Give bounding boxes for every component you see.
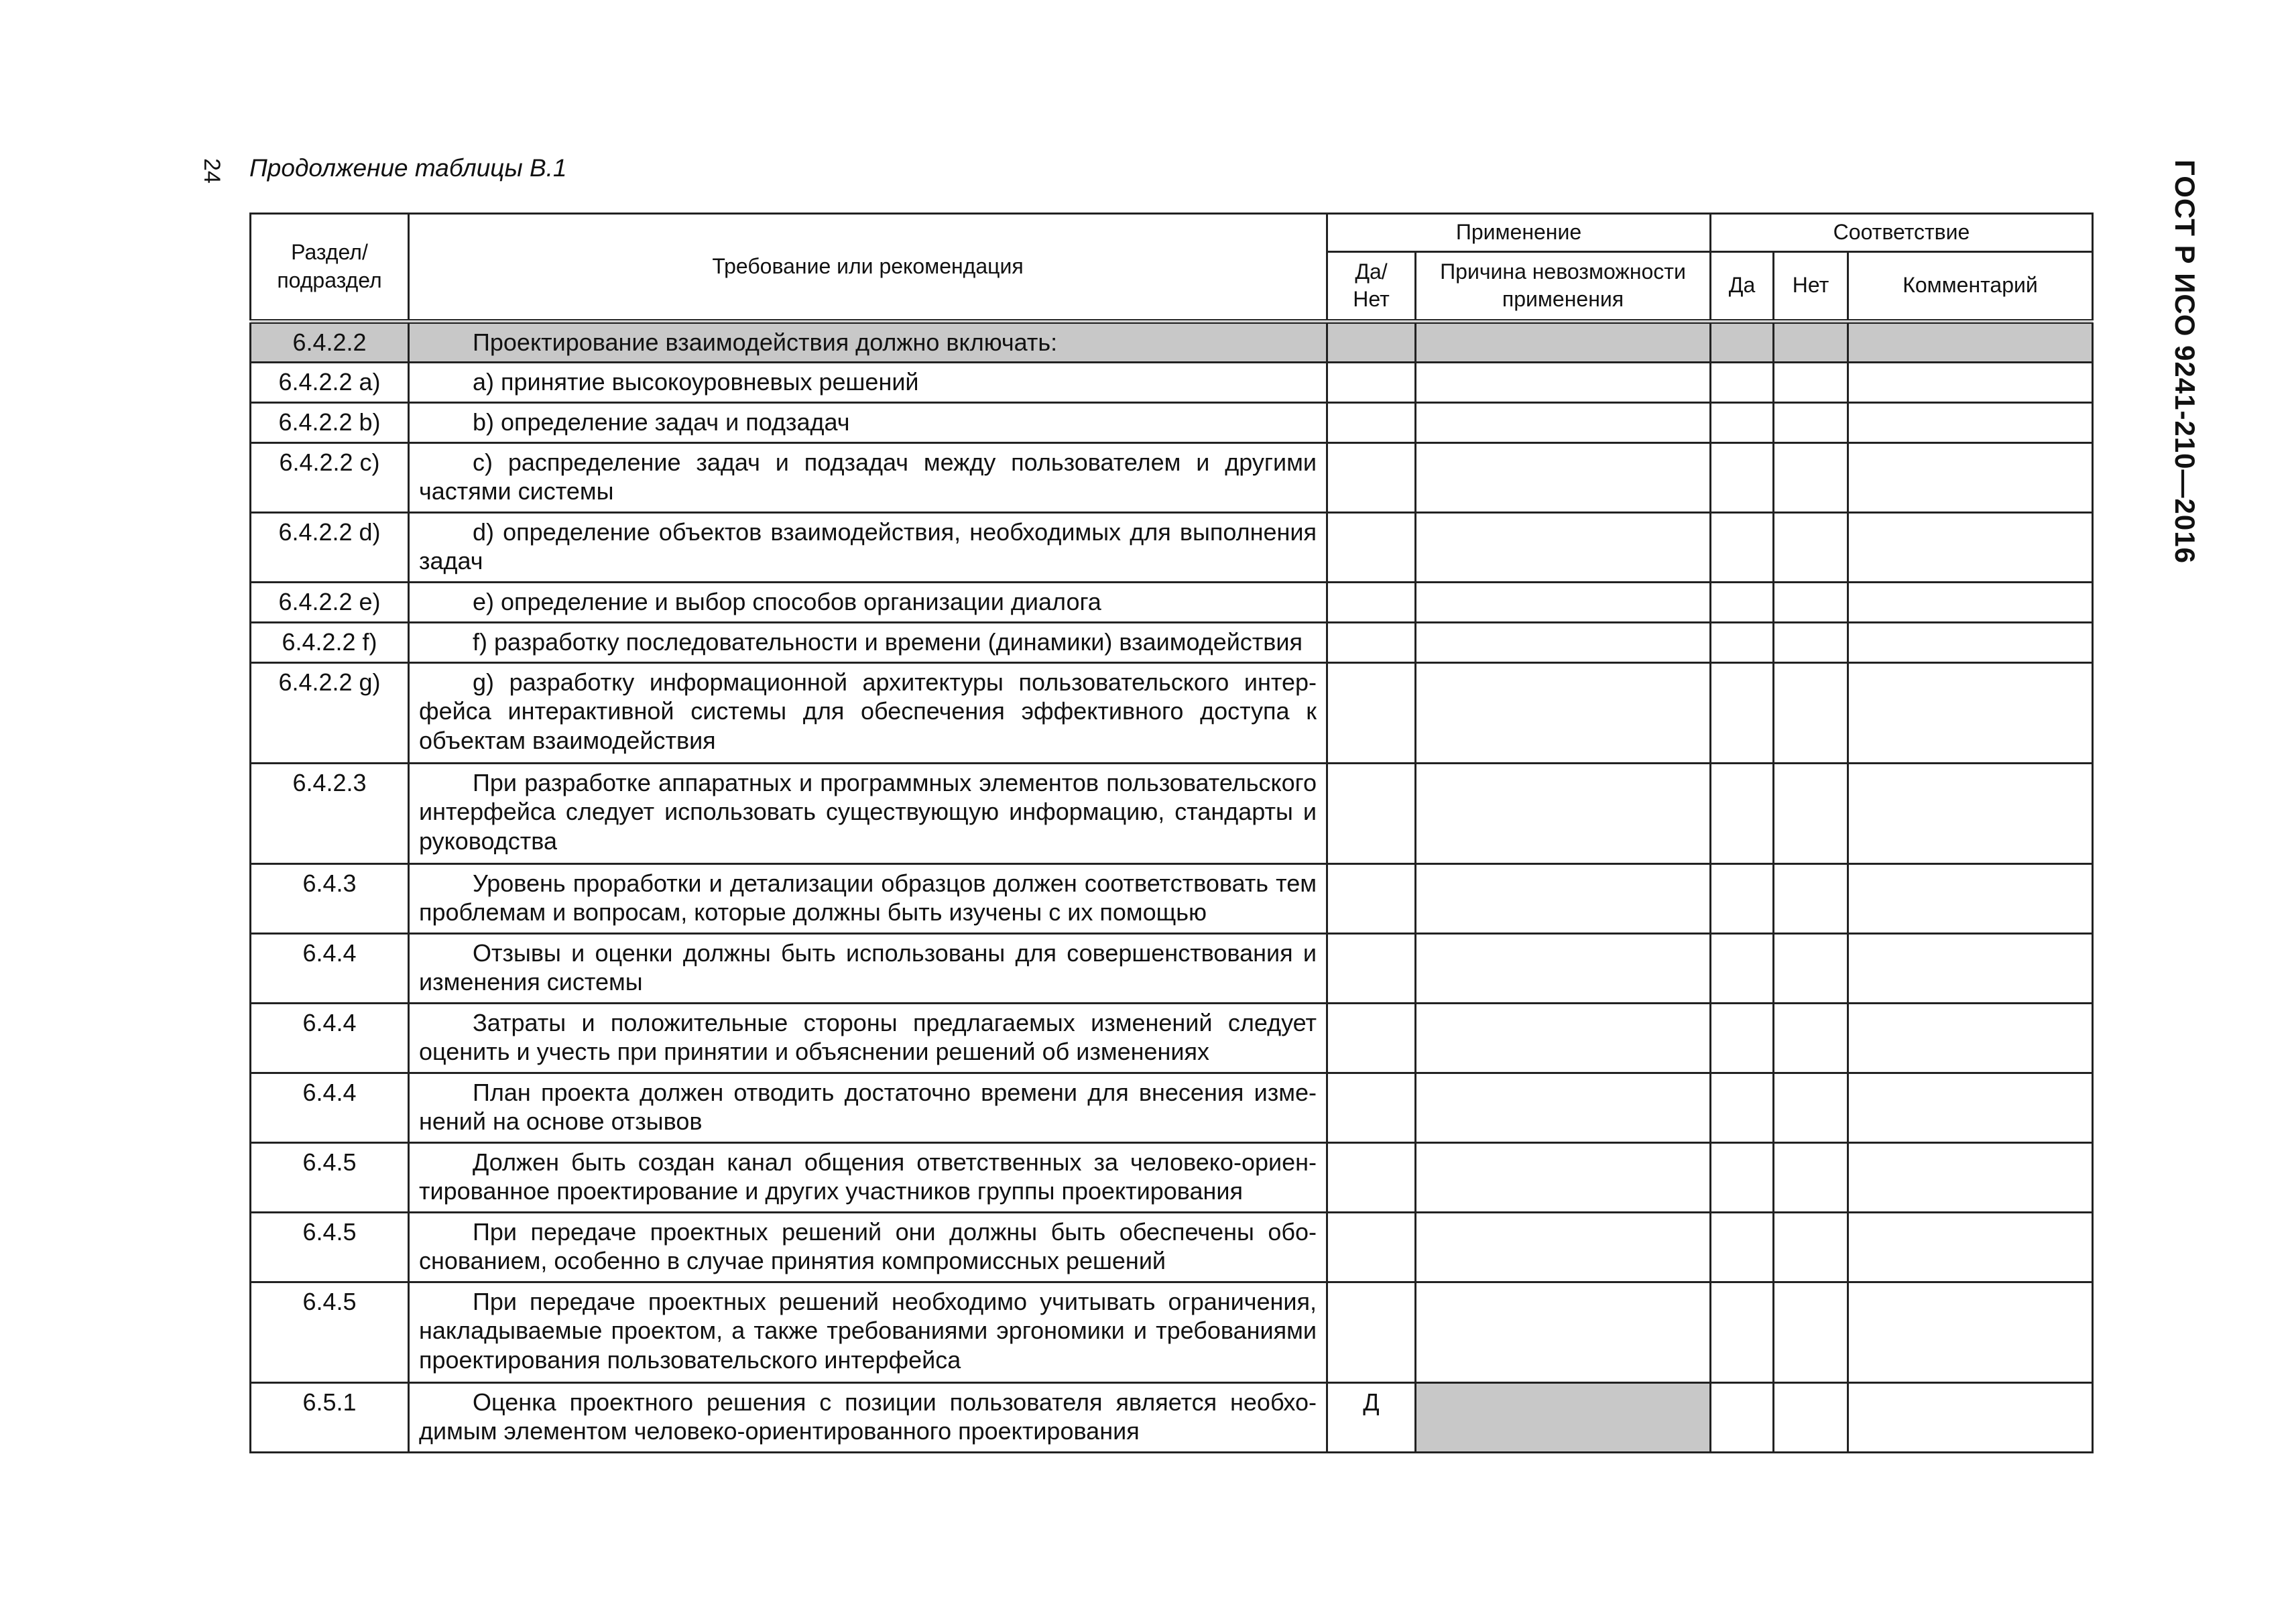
compliance-yes-cell: [1711, 402, 1774, 442]
reason-cell: [1416, 442, 1711, 512]
yes-no-cell: [1327, 402, 1416, 442]
yes-no-cell: [1327, 933, 1416, 1003]
compliance-yes-cell: [1711, 1382, 1774, 1452]
table-row: [251, 1073, 2093, 1142]
compliance-no-cell: [1774, 321, 1848, 362]
header-reason: Причина невозможности применения: [1416, 251, 1711, 321]
comment-cell: [1848, 1212, 2093, 1282]
requirement-cell: a) принятие высокоуровневых решений: [409, 362, 1327, 402]
compliance-no-cell: [1774, 1212, 1848, 1282]
yes-no-cell: [1327, 512, 1416, 582]
reason-cell: [1416, 863, 1711, 933]
requirement-cell: Уровень проработки и детализации образцов должен соответствовать тем проблемам и вопросам, которые должны быть изучены с их помощью: [409, 863, 1327, 933]
compliance-no-cell: [1774, 1282, 1848, 1382]
compliance-yes-cell: [1711, 622, 1774, 662]
comment-cell: [1848, 863, 2093, 933]
comment-cell: [1848, 321, 2093, 362]
comment-cell: [1848, 1073, 2093, 1142]
requirement-cell: При разработке аппаратных и программных элементов пользовательского интерфейса следует использовать существующую информацию, стандарты и руководства: [409, 763, 1327, 863]
reason-cell: [1416, 1142, 1711, 1212]
section-cell: 6.4.2.2 d): [251, 512, 409, 582]
compliance-no-cell: [1774, 662, 1848, 763]
yes-no-cell: [1327, 1073, 1416, 1142]
compliance-yes-cell: [1711, 933, 1774, 1003]
yes-no-cell: [1327, 362, 1416, 402]
header-yes: Да: [1711, 251, 1774, 321]
comment-cell: [1848, 1142, 2093, 1212]
section-cell: 6.4.2.3: [251, 763, 409, 863]
page-number: 24: [199, 158, 225, 184]
compliance-no-cell: [1774, 763, 1848, 863]
table-row: [251, 1003, 2093, 1073]
section-cell: 6.4.5: [251, 1142, 409, 1212]
compliance-no-cell: [1774, 582, 1848, 622]
comment-cell: [1848, 362, 2093, 402]
header-requirement: Требование или рекомендация: [409, 214, 1327, 322]
section-cell: 6.4.5: [251, 1212, 409, 1282]
compliance-yes-cell: [1711, 763, 1774, 863]
yes-no-cell: [1327, 1003, 1416, 1073]
compliance-yes-cell: [1711, 442, 1774, 512]
comment-cell: [1848, 512, 2093, 582]
table-row: [251, 763, 2093, 863]
compliance-no-cell: [1774, 512, 1848, 582]
compliance-yes-cell: [1711, 1073, 1774, 1142]
requirement-cell: Должен быть создан канал общения ответственных за человеко-ориентированное проектирование и других участников группы проектирования: [409, 1142, 1327, 1212]
compliance-yes-cell: [1711, 863, 1774, 933]
yes-no-cell: [1327, 321, 1416, 362]
compliance-yes-cell: [1711, 1212, 1774, 1282]
compliance-yes-cell: [1711, 362, 1774, 402]
compliance-yes-cell: [1711, 321, 1774, 362]
section-cell: 6.4.2.2 a): [251, 362, 409, 402]
requirement-cell: При передаче проектных решений необходимо учитывать ограничения, накладываемые проектом, а также требованиями эргономики и требованиями проектирования пользовательского интерфейса: [409, 1282, 1327, 1382]
reason-cell: [1416, 662, 1711, 763]
compliance-yes-cell: [1711, 662, 1774, 763]
reason-cell: [1416, 1382, 1711, 1452]
comment-cell: [1848, 402, 2093, 442]
comment-cell: [1848, 442, 2093, 512]
compliance-yes-cell: [1711, 1282, 1774, 1382]
comment-cell: [1848, 1003, 2093, 1073]
reason-cell: [1416, 512, 1711, 582]
section-cell: 6.4.2.2: [251, 321, 409, 362]
section-cell: 6.4.2.2 e): [251, 582, 409, 622]
compliance-yes-cell: [1711, 512, 1774, 582]
compliance-no-cell: [1774, 362, 1848, 402]
yes-no-cell: [1327, 582, 1416, 622]
compliance-yes-cell: [1711, 1003, 1774, 1073]
requirements-table: [249, 213, 2094, 1453]
reason-cell: [1416, 402, 1711, 442]
yes-no-cell: [1327, 863, 1416, 933]
requirement-cell: При передаче проектных решений они должны быть обеспечены обоснованием, особенно в случае принятия компромиссных решений: [409, 1212, 1327, 1282]
requirement-cell: b) определение задач и подзадач: [409, 402, 1327, 442]
requirement-cell: f) разработку последовательности и времени (динамики) взаимодействия: [409, 622, 1327, 662]
compliance-no-cell: [1774, 1073, 1848, 1142]
section-cell: 6.4.2.2 c): [251, 442, 409, 512]
section-cell: 6.4.3: [251, 863, 409, 933]
compliance-no-cell: [1774, 622, 1848, 662]
header-no: Нет: [1774, 251, 1848, 321]
section-cell: 6.4.4: [251, 1073, 409, 1142]
table-row: [251, 662, 2093, 763]
yes-no-cell: [1327, 1142, 1416, 1212]
requirement-cell: План проекта должен отводить достаточно времени для внесения изменений на основе отзывов: [409, 1073, 1327, 1142]
reason-cell: [1416, 582, 1711, 622]
table-row: [251, 1382, 2093, 1452]
compliance-no-cell: [1774, 1003, 1848, 1073]
table-row: [251, 1282, 2093, 1382]
yes-no-cell: [1327, 763, 1416, 863]
reason-cell: [1416, 321, 1711, 362]
section-cell: 6.4.2.2 b): [251, 402, 409, 442]
requirement-cell: d) определение объектов взаимодействия, необходимых для выполнения задач: [409, 512, 1327, 582]
reason-cell: [1416, 933, 1711, 1003]
section-cell: 6.4.2.2 g): [251, 662, 409, 763]
section-cell: 6.4.4: [251, 933, 409, 1003]
compliance-no-cell: [1774, 1382, 1848, 1452]
table-row: [251, 1142, 2093, 1212]
yes-no-cell: [1327, 662, 1416, 763]
compliance-no-cell: [1774, 933, 1848, 1003]
table-row: [251, 582, 2093, 622]
yes-no-cell: [1327, 442, 1416, 512]
table-row: [251, 622, 2093, 662]
requirement-cell: Проектирование взаимодействия должно включать:: [409, 321, 1327, 362]
comment-cell: [1848, 662, 2093, 763]
comment-cell: [1848, 1282, 2093, 1382]
header-section: Раздел/ подраздел: [251, 214, 409, 322]
reason-cell: [1416, 1282, 1711, 1382]
yes-no-cell: Д: [1327, 1382, 1416, 1452]
compliance-no-cell: [1774, 442, 1848, 512]
comment-cell: [1848, 622, 2093, 662]
comment-cell: [1848, 763, 2093, 863]
reason-cell: [1416, 1003, 1711, 1073]
requirement-cell: g) разработку информационной архитектуры пользовательского интерфейса интерактивной системы для обеспечения эффективного доступа к объектам взаимодействия: [409, 662, 1327, 763]
requirement-cell: c) распределение задач и подзадач между пользователем и другими частями системы: [409, 442, 1327, 512]
reason-cell: [1416, 622, 1711, 662]
compliance-yes-cell: [1711, 1142, 1774, 1212]
header-compliance: Соответствие: [1711, 214, 2093, 252]
section-cell: 6.4.5: [251, 1282, 409, 1382]
table-row: [251, 863, 2093, 933]
compliance-no-cell: [1774, 1142, 1848, 1212]
requirement-cell: Отзывы и оценки должны быть использованы для совершенствования и изменения системы: [409, 933, 1327, 1003]
section-cell: 6.5.1: [251, 1382, 409, 1452]
compliance-no-cell: [1774, 863, 1848, 933]
requirement-cell: Оценка проектного решения с позиции пользователя является необходимым элементом человеко-ориентированного проектирования: [409, 1382, 1327, 1452]
table-row: [251, 321, 2093, 362]
header-yes-no: Да/ Нет: [1327, 251, 1416, 321]
reason-cell: [1416, 1212, 1711, 1282]
table-body: [251, 321, 2093, 1452]
yes-no-cell: [1327, 1282, 1416, 1382]
yes-no-cell: [1327, 622, 1416, 662]
table-row: [251, 933, 2093, 1003]
compliance-no-cell: [1774, 402, 1848, 442]
table-row: [251, 362, 2093, 402]
table-row: [251, 442, 2093, 512]
document-standard-title: ГОСТ Р ИСО 9241-210—2016: [2169, 160, 2201, 564]
table-row: [251, 1212, 2093, 1282]
comment-cell: [1848, 1382, 2093, 1452]
section-cell: 6.4.4: [251, 1003, 409, 1073]
yes-no-cell: [1327, 1212, 1416, 1282]
header-comment: Комментарий: [1848, 251, 2093, 321]
reason-cell: [1416, 763, 1711, 863]
table-caption: Продолжение таблицы В.1: [249, 154, 567, 182]
section-cell: 6.4.2.2 f): [251, 622, 409, 662]
table-row: [251, 402, 2093, 442]
reason-cell: [1416, 1073, 1711, 1142]
table-row: [251, 512, 2093, 582]
header-application: Применение: [1327, 214, 1711, 252]
comment-cell: [1848, 582, 2093, 622]
compliance-yes-cell: [1711, 582, 1774, 622]
reason-cell: [1416, 362, 1711, 402]
requirement-cell: Затраты и положительные стороны предлагаемых изменений следует оценить и учесть при принятии и объяснении решений об изменениях: [409, 1003, 1327, 1073]
comment-cell: [1848, 933, 2093, 1003]
requirement-cell: e) определение и выбор способов организации диалога: [409, 582, 1327, 622]
